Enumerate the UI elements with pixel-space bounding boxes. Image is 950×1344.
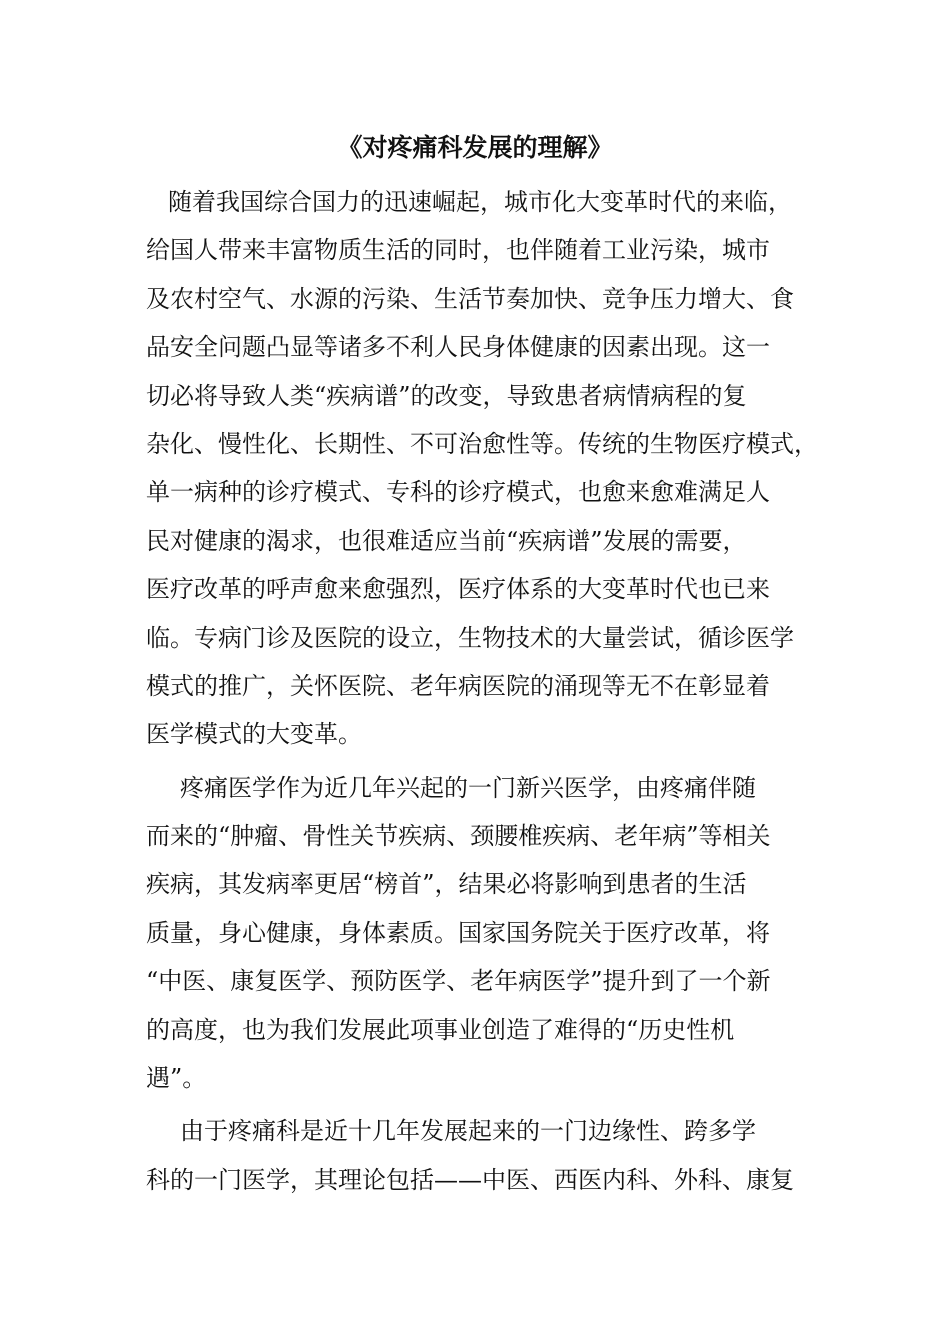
text-line: 疾病，其发病率更居“榜首”，结果必将影响到患者的生活 bbox=[146, 870, 747, 899]
document-title: 《对疼痛科发展的理解》 bbox=[337, 133, 613, 162]
text-line: 杂化、慢性化、长期性、不可治愈性等。传统的生物医疗模式， bbox=[146, 429, 818, 458]
text-line: 模式的推广，关怀医院、老年病医院的涌现等无不在彰显着 bbox=[146, 671, 770, 700]
text-line: 医疗改革的呼声愈来愈强烈，医疗体系的大变革时代也已来 bbox=[146, 575, 770, 604]
paragraph-3 bbox=[146, 1107, 810, 1204]
text-line: 医学模式的大变革。 bbox=[146, 720, 362, 749]
text-line: 品安全问题凸显等诸多不利人民身体健康的因素出现。这一 bbox=[146, 333, 770, 362]
text-line: 而来的“肿瘤、骨性关节疾病、颈腰椎疾病、老年病”等相关 bbox=[146, 822, 771, 851]
paragraph-2 bbox=[146, 764, 810, 1103]
document-body bbox=[146, 178, 818, 1209]
text-line: “中医、康复医学、预防医学、老年病医学”提升到了一个新 bbox=[146, 967, 771, 996]
text-line: 临。专病门诊及医院的设立，生物技术的大量尝试，循诊医学 bbox=[146, 623, 794, 652]
text-line: 单一病种的诊疗模式、专科的诊疗模式，也愈来愈难满足人 bbox=[146, 478, 770, 507]
text-line: 民对健康的渴求，也很难适应当前“疾病谱”发展的需要， bbox=[146, 526, 747, 555]
text-line: 由于疼痛科是近十几年发展起来的一门边缘性、跨多学 bbox=[180, 1117, 756, 1146]
text-line: 疼痛医学作为近几年兴起的一门新兴医学，由疼痛伴随 bbox=[180, 773, 756, 802]
text-line: 的高度，也为我们发展此项事业创造了难得的“历史性机 bbox=[146, 1015, 735, 1044]
paragraph-1 bbox=[146, 178, 818, 759]
text-line: 给国人带来丰富物质生活的同时，也伴随着工业污染，城市 bbox=[146, 236, 770, 265]
text-line: 切必将导致人类“疾病谱”的改变，导致患者病情病程的复 bbox=[146, 381, 747, 410]
text-line: 质量，身心健康，身体素质。国家国务院关于医疗改革，将 bbox=[146, 918, 770, 947]
text-line: 及农村空气、水源的污染、生活节奏加快、竞争压力增大、食 bbox=[146, 284, 794, 313]
text-line: 随着我国综合国力的迅速崛起，城市化大变革时代的来临， bbox=[168, 188, 792, 216]
text-line: 科的一门医学，其理论包括——中医、西医内科、外科、康复 bbox=[146, 1165, 794, 1194]
text-line: 遇”。 bbox=[146, 1064, 207, 1093]
